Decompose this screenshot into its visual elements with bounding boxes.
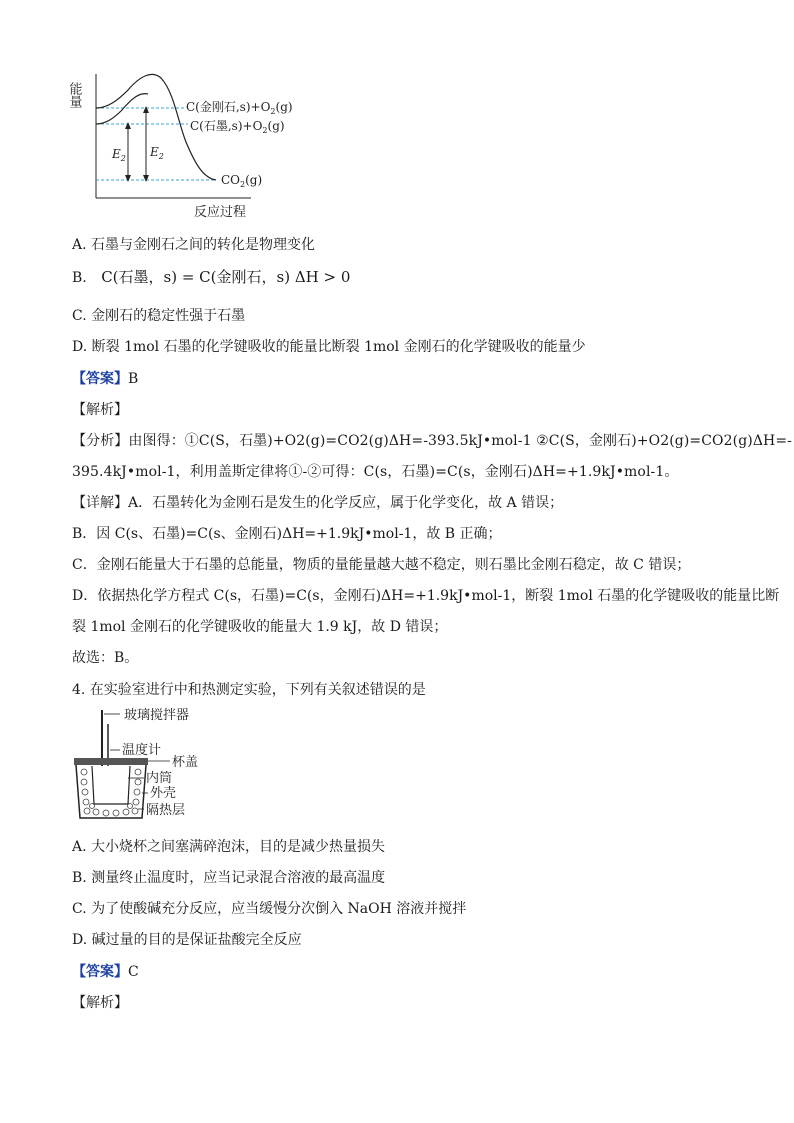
energy-level-diagram <box>66 60 326 225</box>
label-lid: 杯盖 <box>172 755 199 770</box>
q3-option-a: A. 石墨与金刚石之间的转化是物理变化 <box>72 237 316 253</box>
q3-answer <box>72 370 138 388</box>
co2-label: $CO_2(g)$ <box>221 173 263 189</box>
q3-detail-b: B．因 C(s、石墨)=C(s、金刚石)ΔH=+1.9kJ•mol-1，故 B 正确； <box>72 526 502 542</box>
q3-detail-tag: 【详解】 <box>72 495 128 511</box>
e-left-arrow-down <box>125 175 131 182</box>
graphite-curve <box>96 94 148 124</box>
q3-option-d: D. 断裂 1mol 石墨的化学键吸收的能量比断裂 1mol 金刚石的化学键吸收的能量少 <box>72 339 586 355</box>
e-left-label: $E_2$ <box>112 147 126 163</box>
label-insulation: 隔热层 <box>146 803 186 818</box>
q4-analysis-tag: 【解析】 <box>72 995 128 1011</box>
q3-detail-d2: 裂 1mol 金刚石的化学键吸收的能量大 1.9 kJ，故 D 错误； <box>72 619 448 635</box>
q3-answer-tag: 【答案】 <box>72 371 128 387</box>
q3-conclusion: 故选：B。 <box>72 650 139 666</box>
label-stirrer: 玻璃搅拌器 <box>124 708 190 723</box>
q4-option-a: A. 大小烧杯之间塞满碎泡沫，目的是减少热量损失 <box>72 839 386 855</box>
q3-fenxi-text1: 由图得：①C(S，石墨)+O2(g)=CO2(g)ΔH=-393.5kJ•mol-1 ②C(S，金刚石)+O2(g)=CO2(g)ΔH=- <box>128 433 792 449</box>
e-right-arrow-down <box>143 175 149 182</box>
q3-analysis-tag: 【解析】 <box>72 402 128 418</box>
q4-answer <box>72 963 139 981</box>
label-inner: 内筒 <box>146 771 173 786</box>
x-axis-label: 反应过程 <box>194 205 247 220</box>
q3-fenxi-tag: 【分析】 <box>72 433 129 449</box>
e-right-arrow-up <box>143 106 149 113</box>
q4-answer-value: C <box>128 964 139 980</box>
calorimeter-diagram <box>68 706 268 824</box>
q3-detail-d1: D．依据热化学方程式 C(s，石墨)=C(s，金刚石)ΔH=+1.9kJ•mol-1，断裂 1mol 石墨的化学键吸收的能量比断 <box>72 588 780 604</box>
q4-option-c: C. 为了使酸碱充分反应，应当缓慢分次倒入 NaOH 溶液并搅拌 <box>72 901 467 917</box>
q3-detail-c: C．金刚石能量大于石墨的总能量，物质的量能量越大越不稳定，则石墨比金刚石稳定，故 C 错误； <box>72 557 691 573</box>
e-left-arrow-up <box>125 122 131 129</box>
inner-cup <box>92 766 130 804</box>
q3-option-b <box>72 268 350 287</box>
cup-lid <box>74 758 148 765</box>
q4-option-d: D. 碱过量的目的是保证盐酸完全反应 <box>72 932 302 948</box>
q4-stem: 4. 在实验室进行中和热测定实验，下列有关叙述错误的是 <box>72 682 426 698</box>
q3-answer-value: B <box>128 371 139 387</box>
q3-detail-a-text: A．石墨转化为金刚石是发生的化学反应，属于化学变化，故 A 错误； <box>128 495 564 511</box>
y-axis-label: 能量 <box>66 82 82 108</box>
q3-fenxi-line2: 395.4kJ•mol-1，利用盖斯定律将①-②可得：C(s，石墨)=C(s，金刚石)ΔH=+1.9kJ•mol-1。 <box>72 464 679 480</box>
label-outer: 外壳 <box>150 786 177 801</box>
q4-option-b: B. 测量终止温度时，应当记录混合溶液的最高温度 <box>72 870 386 886</box>
q4-answer-tag: 【答案】 <box>72 964 128 980</box>
q3-fenxi-line1 <box>72 432 792 450</box>
label-thermometer: 温度计 <box>122 743 162 758</box>
e-right-label: $E_2$ <box>150 145 164 161</box>
q3-option-b-prefix: B. <box>72 270 87 286</box>
q3-option-c: C. 金刚石的稳定性强于石墨 <box>72 308 246 324</box>
graphite-label: C(石墨$,s)+O_2(g)$ <box>190 119 285 135</box>
q3-detail-a <box>72 494 563 512</box>
q3-option-b-expr: C(石墨，s) = C(金刚石，s) ΔH > 0 <box>101 268 351 286</box>
diamond-label: C(金刚石$,s)+O_2(g)$ <box>186 100 293 116</box>
